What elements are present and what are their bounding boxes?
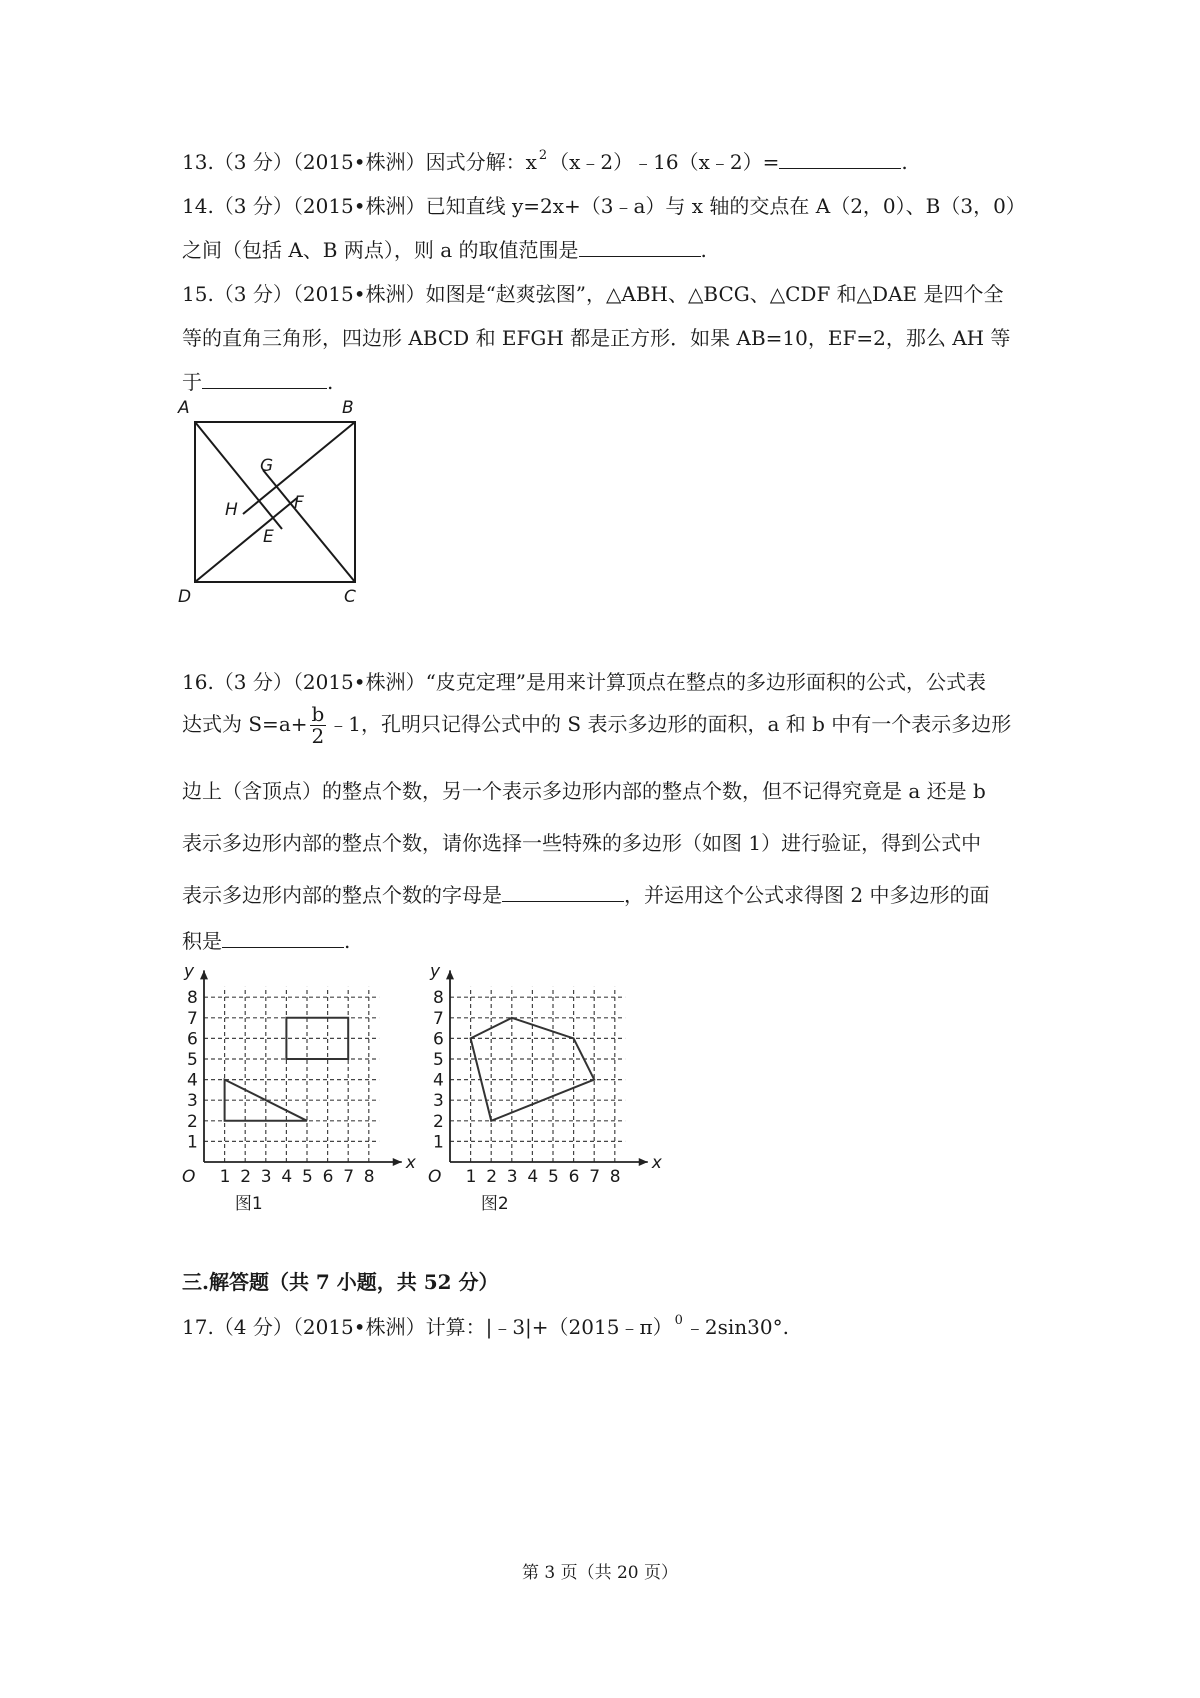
x-tick-label: 2 [240, 1167, 252, 1187]
y-tick-label: 8 [187, 988, 198, 1009]
y-tick-label: 7 [187, 1008, 198, 1029]
y-tick-label: 5 [187, 1050, 198, 1070]
y-tick-label: 1 [187, 1132, 198, 1153]
y-tick-label: 5 [433, 1050, 444, 1070]
q16-text-b: ，并运用这个公式求得图 2 中多边形的面 [624, 883, 990, 907]
grid-figure-1 [170, 950, 416, 1220]
question-14-line-1: 14.（3 分）（2015•株洲）已知直线 y=2x+（3﹣a）与 x 轴的交点在 A（2，0）、B（3，0） [182, 194, 1026, 218]
y-tick-label: 3 [433, 1091, 444, 1112]
q17-suffix: ﹣2sin30°. [684, 1315, 789, 1339]
y-tick-label: 2 [187, 1111, 198, 1132]
answer-blank [579, 235, 701, 257]
x-tick-label: 3 [260, 1167, 272, 1187]
y-tick-label: 2 [433, 1111, 444, 1132]
question-17 [182, 1311, 789, 1340]
x-tick-label: 4 [281, 1167, 293, 1187]
triangle-polygon [225, 1080, 307, 1121]
question-15-line-1: 15.（3 分）（2015•株洲）如图是“赵爽弦图”，△ABH、△BCG、△CDF 和△DAE 是四个全 [182, 282, 1004, 306]
y-tick-label: 3 [187, 1091, 198, 1112]
q14-text: 之间（包括 A、B 两点），则 a 的取值范围是 [182, 238, 579, 262]
origin-label: O [428, 1167, 442, 1187]
grid-figure-2 [416, 950, 662, 1220]
q13-suffix: （x﹣2）﹣16（x﹣2）= [549, 150, 780, 174]
x-tick-label: 1 [219, 1167, 231, 1187]
q13-prefix: 13.（3 分）（2015•株洲）因式分解：x [182, 150, 537, 174]
question-16-line-4: 表示多边形内部的整点个数，请你选择一些特殊的多边形（如图 1）进行验证，得到公式中 [182, 831, 982, 855]
y-axis-label: y [430, 961, 441, 982]
figure-2-caption: 图2 [480, 1194, 509, 1214]
label-d: D [178, 587, 192, 607]
x-tick-label: 8 [609, 1167, 621, 1187]
q17-exponent: 0 [674, 1313, 683, 1328]
section-3-title: 三.解答题（共 7 小题，共 52 分） [182, 1270, 499, 1294]
question-13 [182, 146, 908, 175]
q13-period: . [901, 150, 908, 174]
label-e: E [263, 527, 274, 547]
y-axis-label: y [184, 961, 195, 982]
label-b: B [342, 398, 354, 418]
y-tick-label: 8 [433, 988, 444, 1009]
y-tick-label: 1 [433, 1132, 444, 1153]
x-tick-label: 5 [548, 1167, 559, 1187]
label-h: H [225, 500, 238, 520]
q16-formula-rest: ﹣1，孔明只记得公式中的 S 表示多边形的面积，a 和 b 中有一个表示多边形 [328, 712, 1012, 736]
q16-text-c: 积是 [182, 929, 222, 953]
y-tick-label: 7 [433, 1008, 444, 1029]
q15-period: . [327, 370, 334, 394]
zhao-shuang-figure [180, 395, 390, 607]
x-axis-label: x [651, 1153, 662, 1173]
x-tick-label: 7 [343, 1167, 355, 1187]
x-tick-label: 3 [506, 1167, 518, 1187]
x-tick-label: 2 [486, 1167, 498, 1187]
fraction-denominator: 2 [311, 724, 325, 748]
x-tick-label: 5 [302, 1167, 313, 1187]
answer-blank [202, 367, 327, 389]
label-c: C [344, 587, 356, 607]
answer-blank [502, 880, 624, 902]
x-tick-label: 6 [568, 1167, 580, 1187]
question-16-line-5 [182, 879, 989, 908]
question-16-line-1: 16.（3 分）（2015•株洲）“皮克定理”是用来计算顶点在整点的多边形面积的公式，公式表 [182, 670, 987, 694]
fraction-b-over-2 [310, 704, 327, 747]
question-15-line-2: 等的直角三角形，四边形 ABCD 和 EFGH 都是正方形．如果 AB=10，EF=2，那么 AH 等 [182, 326, 1011, 350]
question-16-line-3: 边上（含顶点）的整点个数，另一个表示多边形内部的整点个数，但不记得究竟是 a 还是 b [182, 779, 986, 803]
q16-period: . [344, 929, 351, 953]
question-15-line-3 [182, 366, 333, 395]
label-a: A [178, 398, 190, 418]
label-g: G [260, 456, 274, 476]
y-tick-label: 6 [187, 1029, 198, 1050]
y-axis-arrow [446, 970, 454, 979]
q17-prefix: 17.（4 分）（2015•株洲）计算：|﹣3|+（2015﹣π） [182, 1315, 673, 1339]
y-tick-label: 4 [187, 1070, 198, 1091]
x-axis-arrow [639, 1158, 648, 1166]
label-f: F [294, 493, 304, 513]
answer-blank [222, 926, 344, 948]
q15-text: 于 [182, 370, 202, 394]
fraction-numerator: b [311, 702, 325, 726]
answer-blank [779, 147, 901, 169]
y-axis-arrow [200, 970, 208, 979]
q14-period: . [700, 238, 707, 262]
y-tick-label: 4 [433, 1070, 444, 1091]
q16-formula-start: 达式为 S=a+ [182, 712, 308, 736]
x-tick-label: 4 [527, 1167, 539, 1187]
origin-label: O [182, 1167, 196, 1187]
x-axis-label: x [405, 1153, 416, 1173]
x-tick-label: 6 [322, 1167, 334, 1187]
x-tick-label: 1 [465, 1167, 477, 1187]
q16-text-a: 表示多边形内部的整点个数的字母是 [182, 883, 502, 907]
figure-1-caption: 图1 [234, 1194, 263, 1214]
y-tick-label: 6 [433, 1029, 444, 1050]
page-footer: 第 3 页（共 20 页） [521, 1563, 679, 1583]
square-abcd [195, 422, 355, 582]
line-c-g [263, 470, 355, 582]
question-16-line-2 [182, 704, 1011, 747]
question-14-line-2 [182, 234, 707, 263]
x-tick-label: 8 [363, 1167, 375, 1187]
x-axis-arrow [393, 1158, 402, 1166]
q13-exponent: 2 [538, 148, 548, 163]
x-tick-label: 7 [589, 1167, 601, 1187]
